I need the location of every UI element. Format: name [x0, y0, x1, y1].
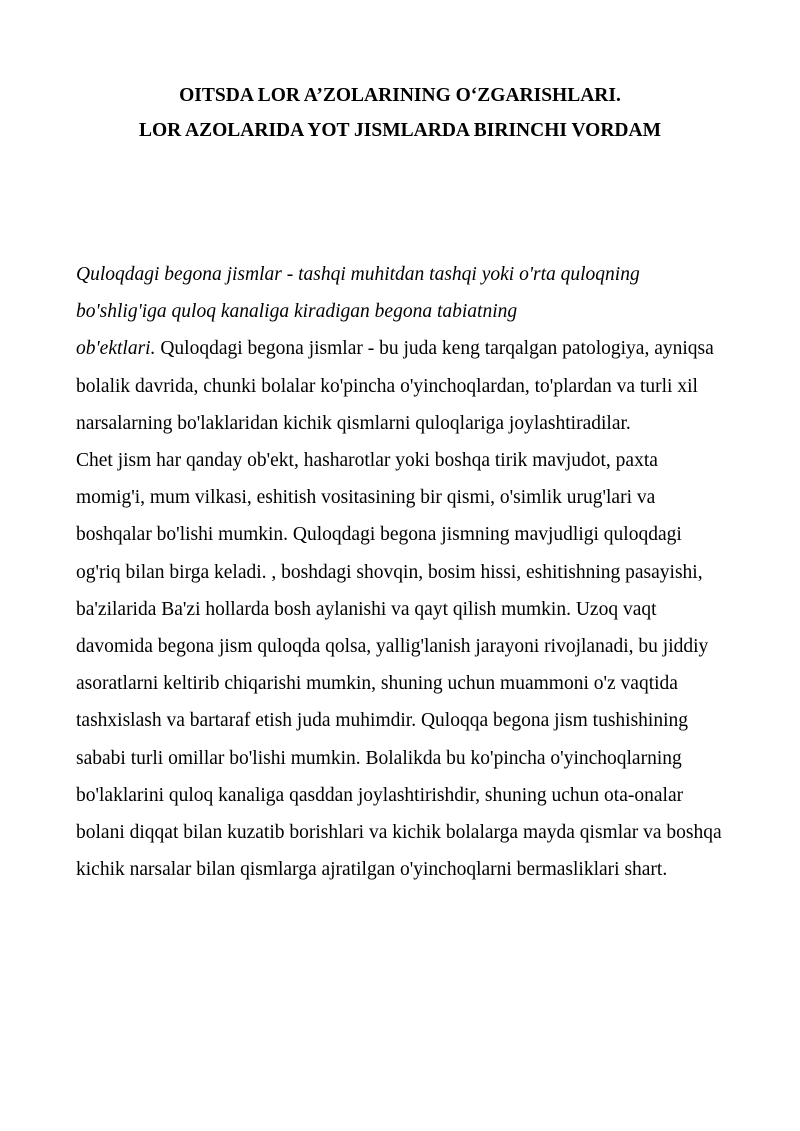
title-line-1: OITSDA LOR A’ZOLARINING O‘ZGARISHLARI.: [179, 85, 621, 106]
title-line-2: LOR AZOLARIDA YOT JISMLARDA BIRINCHI VORDAM: [138, 120, 662, 141]
page-title: [0, 78, 800, 148]
definition-line-3: ob'ektlari.: [76, 338, 156, 360]
document-body: [76, 256, 731, 888]
definition-line-1: Quloqdagi begona jismlar - tashqi muhitdan tashqi yoki o'rta quloqning: [76, 264, 640, 285]
paragraph-intro-rest: Quloqdagi begona jismlar - bu juda keng tarqalgan patologiya, ayniqsa bolalik davrida, chunki bolalar ko'pincha o'yinchoqlardan, to'plardan va turli xil narsalarning bo'laklaridan kichik qismlarni quloqlariga joylashtiradilar.: [76, 338, 714, 434]
paragraph-main: Chet jism har qanday ob'ekt, hasharotlar yoki boshqa tirik mavjudot, paxta momig'i, mum vilkasi, eshitish vositasining bir qismi, o'simlik urug'lari va boshqalar bo'lishi mumkin. Quloqdagi begona jismning mavjudligi quloqdagi og'riq bilan birga keladi. , boshdagi shovqin, bosim hissi, eshitishning pasayishi, ba'zilarida Ba'zi hollarda bosh aylanishi va qayt qilish mumkin. Uzoq vaqt davomida begona jism quloqda qolsa, yallig'lanish jarayoni rivojlanadi, bu jiddiy asoratlarni keltirib chiqarishi mumkin, shuning uchun muammoni o'z vaqtida tashxislash va bartaraf etish juda muhimdir. Quloqqa begona jism tushishining sababi turli omillar bo'lishi mumkin. Bolalikda bu ko'pincha o'yinchoqlarning bo'laklarini quloq kanaliga qasddan joylashtirishdir, shuning uchun ota-onalar bolani diqqat bilan kuzatib borishlari va kichik bolalarga mayda qismlar va boshqa kichik narsalar bilan qismlarga ajratilgan o'yinchoqlarni bermasliklari shart.: [76, 450, 722, 881]
paragraph-intro: [76, 256, 731, 442]
definition-line-2: bo'shlig'iga quloq kanaliga kiradigan begona tabiatning: [76, 301, 518, 323]
